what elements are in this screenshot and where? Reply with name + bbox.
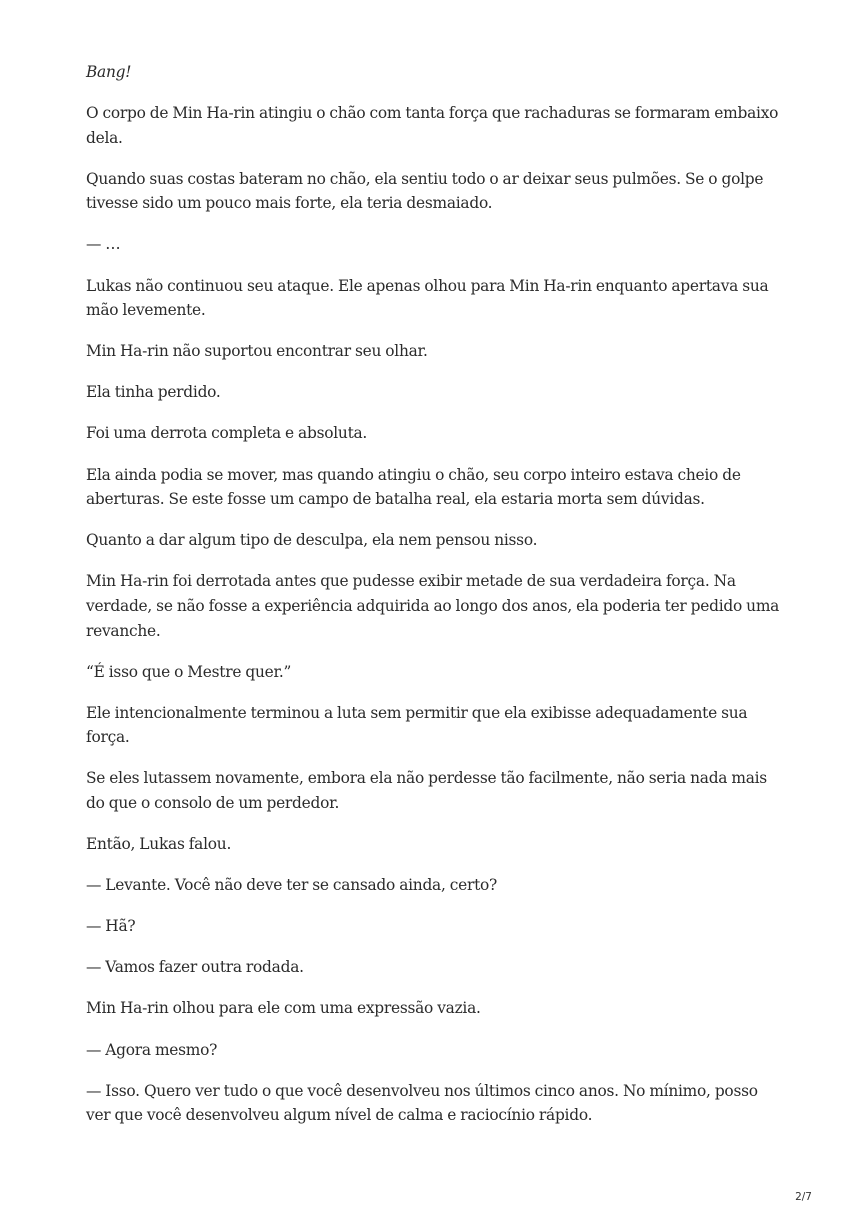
paragraph: Então, Lukas falou.	[86, 835, 232, 854]
paragraph: O corpo de Min Ha-rin atingiu o chão com tanta força que rachaduras se formaram embaixo dela.	[86, 104, 779, 147]
paragraph: Se eles lutassem novamente, embora ela não perdesse tão facilmente, não seria nada mais do que o consolo de um perdedor.	[86, 769, 767, 812]
paragraph: — Vamos fazer outra rodada.	[86, 958, 304, 977]
paragraph: — Agora mesmo?	[86, 1040, 218, 1059]
paragraph: Min Ha-rin olhou para ele com uma expressão vazia.	[86, 999, 481, 1018]
page-number: 2/7	[795, 1191, 812, 1203]
paragraph: Foi uma derrota completa e absoluta.	[86, 424, 368, 443]
paragraph: — …	[86, 235, 121, 254]
paragraph: — Hã?	[86, 917, 136, 936]
paragraph: Quando suas costas bateram no chão, ela sentiu todo o ar deixar seus pulmões. Se o golpe tivesse sido um pouco mais forte, ela teria desmaiado.	[86, 169, 764, 213]
paragraph: “É isso que o Mestre quer.”	[86, 662, 292, 681]
paragraph: — Isso. Quero ver tudo o que você desenvolveu nos últimos cinco anos. No mínimo, posso ver que você desenvolveu algum nível de calma e raciocínio rápido.	[86, 1081, 758, 1125]
paragraph: Quanto a dar algum tipo de desculpa, ela nem pensou nisso.	[86, 531, 538, 550]
paragraph: Ela ainda podia se mover, mas quando atingiu o chão, seu corpo inteiro estava cheio de aberturas. Se este fosse um campo de batalha real, ela estaria morta sem dúvidas.	[86, 465, 741, 509]
document-body	[86, 60, 786, 1144]
paragraph: Bang!	[86, 63, 132, 81]
paragraph: — Levante. Você não deve ter se cansado ainda, certo?	[86, 876, 498, 895]
paragraph: Lukas não continuou seu ataque. Ele apenas olhou para Min Ha-rin enquanto apertava sua mão levemente.	[86, 276, 769, 320]
paragraph: Min Ha-rin foi derrotada antes que pudesse exibir metade de sua verdadeira força. Na verdade, se não fosse a experiência adquirida ao longo dos anos, ela poderia ter pedido uma revanche.	[86, 572, 780, 640]
paragraph: Min Ha-rin não suportou encontrar seu olhar.	[86, 342, 428, 361]
paragraph: Ele intencionalmente terminou a luta sem permitir que ela exibisse adequadamente sua força.	[86, 703, 748, 747]
paragraph: Ela tinha perdido.	[86, 383, 221, 402]
